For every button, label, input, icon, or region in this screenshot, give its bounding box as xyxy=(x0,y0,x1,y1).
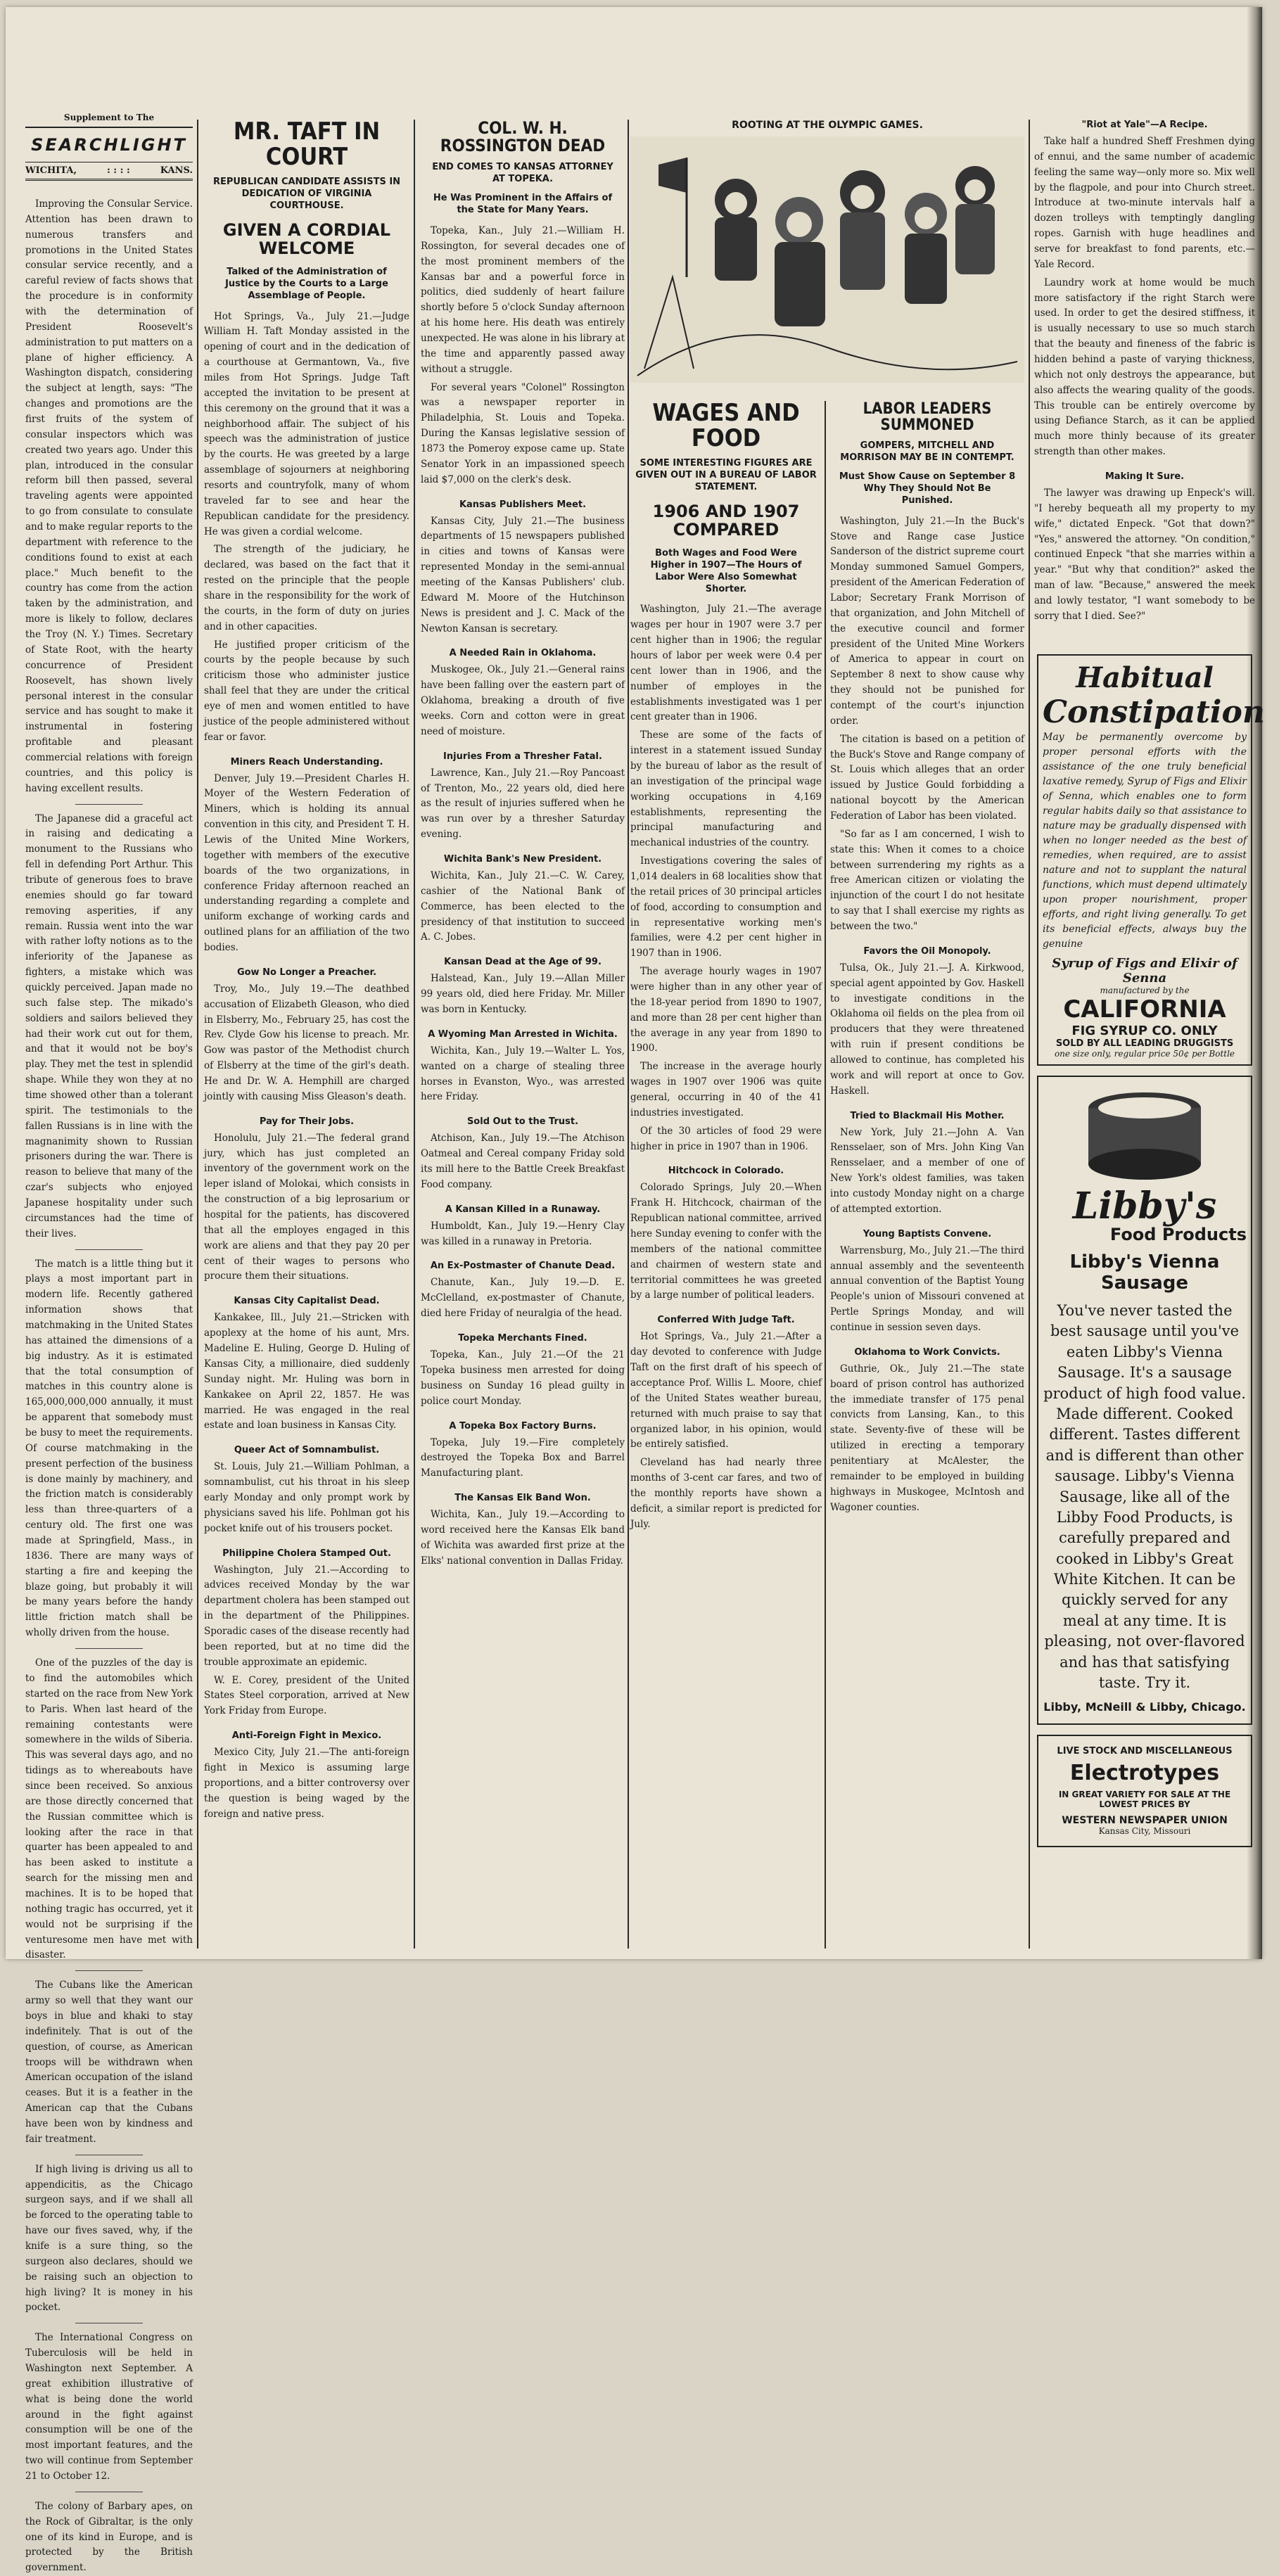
masthead-title: SEARCHLIGHT xyxy=(31,135,187,155)
article-consular: Improving the Consular Service. Attention has been drawn to numerous transfers and promotions in the United States consular service recently, and a careful review of facts shows that the procedure is in conformity with the determination of President Roosevelt's administration to put matters on a plane of higher efficiency. A Washington dispatch, considering the subject at length, says: "The changes and promotions are the first fruits of the system of consular inspectors which was created two years ago. Under this plan, introduced in the consular reform bill then passed, several traveling agents were appointed to go from consulate to consulate and to make regular reports to the department with reference to the conditions found to exist at each place." Much benefit to the country has come from the action taken by the administration, and more is likely to follow, declares the Troy (N. Y.) Times. Secretary of State Root, with the hearty concurrence of President Roosevelt, has shown lively personal interest in the consular service and has sought to make it instrumental in fostering profitable and pleasant commercial relations with foreign countries, and this policy is having excellent results. xyxy=(25,198,193,794)
column-rule xyxy=(197,120,198,1949)
cartoon-caption: ROOTING AT THE OLYMPIC GAMES. xyxy=(732,120,923,131)
column-5: LABOR LEADERS SUMMONED GOMPERS, MITCHELL AND MORRISON MAY BE IN CONTEMPT. Must Show Cause on September 8 Why They Should Not Be Punished. Washington, July 21.—In the Buck's Stove and Range case Justice Sanderson of the district supreme court Monday summoned Samuel Gompers, president of the American Federation of Labor; Secretary Frank Morrison of that organization, and John Mitchell of the executive council and former president of the United Mine Workers of America to appear in court on September 8 next to show cause why they should not be punished for contempt of the court's injunction order. The citation is based on a petition of the Buck's Stove and Range company of St. Louis which alleges that an order issued by Justice Gould forbidding a national boycott by the American Federation of Labor has been violated. "So far as I am concerned, I wish to state this: When it comes to a choice between surrendering my rights as a free American citizen or violating the injunction of the court I do not hesitate to say that I shall exercise my rights as between the two." Favors the Oil Monopoly. Tulsa, Ok., July 21.—J. A. Kirkwood, special agent appointed by Gov. Haskell to investigate conditions in the Oklahoma oil fields on the plea from oil producers that they were threatened with ruin if present conditions be allowed to continue, has completed his work and will report at once to Gov. Haskell. Tried to Blackmail His Mother. New York, July 21.—John A. Van Rensselaer, son of Mrs. John King Van Rensselaer, and a member of one of New York's oldest families, was taken into custody Monday night on a charge of attempted extortion. Young Baptists Convene. Warrensburg, Mo., July 21.—The third annual assembly and the seventeenth annual convention of the Baptist Young People's union of Missouri convened at Pertle Springs Monday, and will continue in session seven days. Oklahoma to Work Convicts. Guthrie, Ok., July 21.—The state board of prison control has authorized the immediate transfer of 175 penal convicts from Lansing, Kan., to this state. Seventy-five of these will be utilized in erecting a temporary penitentiary at McAlester, the remainder to be employed in building highways in Muskogee, McIntosh and Wagoner counties. xyxy=(830,400,1024,1513)
ad-syrup-of-figs: Habitual Constipation May be permanently overcome by proper personal efforts with the assistance of the one truly beneficial laxative remedy, Syrup of Figs and Elixir of Senna, which enables one to form regular habits daily so that assistance to nature may be gradually dispensed with when no longer needed as the best of remedies, when required, are to assist nature and not to supplant the natural functions, which must depend ultimately upon proper nourishment, proper efforts, and right living generally. To get its beneficial effects, always buy the genuine Syrup of Figs and Elixir of Senna manufactured by the CALIFORNIA FIG SYRUP CO. ONLY SOLD BY ALL LEADING DRUGGISTS one size only, regular price 50¢ per Bottle xyxy=(1037,654,1252,1066)
newspaper-page xyxy=(6,7,1265,2574)
column-rule xyxy=(825,401,826,1949)
libby-can-icon xyxy=(1074,1087,1215,1185)
article-living: If high living is driving us all to appendicitis, as the Chicago surgeon says, and if we shall all be forced to the operating table to have our fives saved, why, if the knife is a sure thing, so the surgeon also declares, should we be raising such an objection to high living? It is money in his pocket. xyxy=(25,2163,193,2314)
article-match: The match is a little thing but it plays a most important part in modern life. Recently gathered information shows that matchmaking in the United States has attained the dimensions of a big industry. As it is estimated that the total consumption of matches in this country alone is 165,000,000,000 annually, it must be apparent that somebody must be busy to meet the requirements. Of course matchmaking in the present perfection of the business is done mainly by machinery, and the friction match is considerably less than three-quarters of a century old. The first one was made at Springfield, Mass., in 1836. There are many ways of starting a fire and keeping the blaze going, but probably it will be many years before the handy little friction match shall be wholly driven from the house. xyxy=(25,1258,193,1639)
headline-labor: LABOR LEADERS SUMMONED xyxy=(863,400,992,435)
masthead xyxy=(25,113,193,181)
column-4: WAGES AND FOOD SOME INTERESTING FIGURES ARE GIVEN OUT IN A BUREAU OF LABOR STATEMENT. 1906 AND 1907 COMPARED Both Wages and Food Were Higher in 1907—The Hours of Labor Were Also Somewhat Shorter. Washington, July 21.—The average wages per hour in 1907 were 3.7 per cent higher than in 1906; the regular hours of labor per week were 0.4 per cent lower than in 1906, and the number of employes in the establishments investigated was 1 per cent greater than in 1906. These are some of the facts of interest in a statement issued Sunday by the bureau of labor as the result of an investigation of the principal wage working occupations in 4,169 establishments, representing the principal manufacturing and mechanical industries of the country. Investigations covering the sales of 1,014 dealers in 68 localities show that the retail prices of 30 principal articles of food, according to consumption and in representative working men's families, were 4.2 per cent higher in 1907 than in 1906. The average hourly wages in 1907 were higher than in any other year of the 18-year period from 1890 to 1907, and more than 28 per cent higher than the average in any year from 1890 to 1900. The increase in the average hourly wages in 1907 over 1906 was quite general, occurring in 40 of the 41 industries investigated. Of the 30 articles of food 29 were higher in price in 1907 than in 1906. Hitchcock in Colorado. Colorado Springs, July 20.—When Frank H. Hitchcock, chairman of the Republican national committee, arrived here Sunday evening to confer with the members of the national committee and chairmen of western state and territorial committees he was greeted by a large number of political leaders. Conferred With Judge Taft. Hot Springs, Va., July 21.—After a day devoted to conference with Judge Taft on the first draft of his speech of acceptance Prof. Willis L. Moore, chief of the United States weather bureau, returned with much praise to say that organized labor, in his opinion, would be entirely satisfied. Cleveland has had nearly three months of 3-cent car fares, and two of the monthly reports have shown a deficit, a similar report is predicted for July. xyxy=(630,399,822,1530)
advertisements xyxy=(1034,654,1265,1952)
article-cubans: The Cubans like the American army so well that they want our boys in blue and khaki to stay indefinitely. That is out of the question, of course, as American troops will be withdrawn when American occupation of the island ceases. But it is a feather in the American cap that the Cubans have been won by kindness and fair treatment. xyxy=(25,1979,193,2145)
column-6: "Riot at Yale"—A Recipe. Take half a hundred Sheff Freshmen dying of ennui, and the same number of academic feeling the same way—only more so. Mix well by the flagpole, and pour into Church street. Introduce at two-minute intervals half a dozen trolleys with temptingly dangling ropes. Garnish with huge headlines and serve for breakfast to fond parents, etc.—Yale Record. Laundry work at home would be much more satisfactory if the right Starch were used. In order to get the desired stiffness, it is usually necessary to use so much starch that the beauty and fineness of the fabric is hidden behind a paste of varying thickness, which not only destroys the appearance, but also affects the wearing quality of the goods. This trouble can be entirely overcome by using Defiance Starch, as it can be applied much more thinly because of its greater strength than other makes. Making It Sure. The lawyer was drawing up Enpeck's will. "I hereby bequeath all my property to my wife," dictated Enpeck. "Got that down?" "Yes," answered the attorney. "On condition," continued Enpeck "that she marries within a year." "But why that condition?" asked the man of law. "Because," answered the meek and lowly testator, "I want somebody to be sorry that I died. See?" xyxy=(1034,120,1255,622)
masthead-supplement: Supplement to The xyxy=(25,113,193,128)
ad-libby: Libby's Food Products Libby's Vienna Sausage You've never tasted the best sausage until you've eaten Libby's Vienna Sausage. It's a sausage product of high food value. Made different. Cooked different. Tastes different and is different than other sausage. Libby's Vienna Sausage, like all of the Libby Food Products, is carefully prepared and cooked in Libby's Great White Kitchen. It can be quickly served for any meal at any time. It is pleasing, not over-flavored and has that satisfying taste. Try it. Libby, McNeill & Libby, Chicago. xyxy=(1037,1076,1252,1725)
column-rule xyxy=(628,120,629,1949)
article-automobiles: One of the puzzles of the day is to find the automobiles which started on the race from New York to Paris. When last heard of the remaining contestants were somewhere in the wilds of Siberia. This was several days ago, and no tidings as to whereabouts have since been received. So anxious are those directly concerned that the Russian committee which is looking after the race in that quarter has been appealed to and has been asked to institute a search for the missing men and machines. It is to be hoped that nothing tragic has occurred, yet it would not be surprising if the venturesome men have met with disaster. xyxy=(25,1657,193,1961)
headline-rossington: COL. W. H. ROSSINGTON DEAD xyxy=(440,118,606,156)
column-1 xyxy=(25,197,193,2574)
column-3: COL. W. H. ROSSINGTON DEAD END COMES TO KANSAS ATTORNEY AT TOPEKA. He Was Prominent in the Affairs of the State for Many Years. Topeka, Kan., July 21.—William H. Rossington, for several decades one of the most prominent members of the Kansas bar and a powerful force in politics, died suddenly of heart failure shortly before 5 o'clock Sunday afternoon at his home here. His death was entirely unexpected. He was alone in his library at the time and apparently passed away without a struggle. For several years "Colonel" Rossington was a newspaper reporter in Philadelphia, St. Louis and Topeka. During the Kansas legislative session of 1873 the Pomeroy expose came up. State Senator York in an impassioned speech laid $7,000 on the clerk's desk. Kansas Publishers Meet. Kansas City, July 21.—The business departments of 15 newspapers published in cities and towns of Kansas were represented Monday in the semi-annual meeting of the Kansas Publishers' club. Edward M. Moore of the Hutchinson News is president and J. C. Mack of the Newton Kansan is secretary. A Needed Rain in Oklahoma. Muskogee, Ok., July 21.—General rains have been falling over the eastern part of Oklahoma, breaking a drouth of five weeks. Corn and cotton were in great need of moisture. Injuries From a Thresher Fatal. Lawrence, Kan., July 21.—Roy Pancoast of Trenton, Mo., 22 years old, died here as the result of injuries suffered when he was run over by a thresher Saturday evening. Wichita Bank's New President. Wichita, Kan., July 21.—C. W. Carey, cashier of the National Bank of Commerce, has been elected to the presidency of that institution to succeed A. C. Jobes. Kansan Dead at the Age of 99. Halstead, Kan., July 19.—Allan Miller 99 years old, died here Friday. Mr. Miller was born in Kentucky. A Wyoming Man Arrested in Wichita. Wichita, Kan., July 19.—Walter L. Yos, wanted on a charge of stealing three horses in Evanston, Wyo., was arrested here Friday. Sold Out to the Trust. Atchison, Kan., July 19.—The Atchison Oatmeal and Cereal company Friday sold its mill here to the Battle Creek Breakfast Food company. A Kansan Killed in a Runaway. Humboldt, Kan., July 19.—Henry Clay was killed in a runaway in Pretoria. An Ex-Postmaster of Chanute Dead. Chanute, Kan., July 19.—D. E. McClelland, ex-postmaster of Chanute, died here Friday of neuralgia of the head. Topeka Merchants Fined. Topeka, Kan., July 21.—Of the 21 Topeka business men arrested for doing business on Sunday 16 plead guilty in police court Monday. A Topeka Box Factory Burns. Topeka, July 19.—Fire completely destroyed the Topeka Box and Barrel Manufacturing plant. The Kansas Elk Band Won. Wichita, Kan., July 19.—According to word received here the Kansas Elk band of Wichita was awarded first prize at the Elks' national convention in Dallas Friday. xyxy=(421,118,625,1567)
headline-taft: MR. TAFT IN COURT xyxy=(233,117,381,171)
article-japanese: The Japanese did a graceful act in raising and dedicating a monument to the Russians who fell in defending Port Arthur. This tribute of generous foes to brave enemies should go far toward removing asperities, if any remain. Russia went into the war with rather lofty notions as to the inferiority of the Japanese as fighters, a mistake which was quickly perceived. Japan made no such false step. The mikado's soldiers and sailors believed they had their work cut out for them, and that it would not be boy's play. They met the test in splendid shape. While they won they at no time showed other than a tolerant spirit. The testimonials to the fallen Russians is in line with the magnanimity shown to Russian prisoners during the war. There is reason to believe that many of the czar's subjects who enjoyed Japanese hospitality under such circumstances had the time of their lives. xyxy=(25,812,193,1239)
column-rule xyxy=(414,120,415,1949)
cartoon-illustration xyxy=(630,136,1024,383)
column-2: MR. TAFT IN COURT REPUBLICAN CANDIDATE ASSISTS IN DEDICATION OF VIRGINIA COURTHOUSE. GIVEN A CORDIAL WELCOME Talked of the Administration of Justice by the Courts to a Large Assemblage of People. Hot Springs, Va., July 21.—Judge William H. Taft Monday assisted in the opening of court and in the dedication of a courthouse at Germantown, Va., five miles from Hot Springs. Judge Taft accepted the invitation to be present at this ceremony on the ground that it was a neighborhood affair. The subject of his speech was the administration of justice by the courts. He was greeted by a large assemblage of sojourners at neighboring resorts and countryfolk, many of whom traveled far to see and hear the Republican candidate for the presidency. He was given a cordial welcome. The strength of the judiciary, he declared, was based on the fact that it rested on the principle that the people share in the responsibility for the work of the courts, in the form of duty on juries and in other capacities. He justified proper criticism of the courts by the people because by such criticism those who administer justice shall feel that they are under the critical eye of men and women entitled to have justice of the people administered without fear or favor. Miners Reach Understanding. Denver, July 19.—President Charles H. Moyer of the Western Federation of Miners, which is holding its annual convention in this city, and President T. H. Lewis of the United Mine Workers, together with members of the executive boards of the two organizations, in conference Friday afternoon reached an understanding regarding a complete and uniform exchange of working cards and outlined plans for an affiliation of the two bodies. Gow No Longer a Preacher. Troy, Mo., July 19.—The deathbed accusation of Elizabeth Gleason, who died in Elsberry, Mo., February 25, has cost the Rev. Clyde Gow his license to preach. Mr. Gow was pastor of the Methodist church of Elsberry at the time of the girl's death. He and Dr. W. A. Hemphill are charged jointly with causing Miss Gleason's death. Pay for Their Jobs. Honolulu, July 21.—The federal grand jury, which has just completed an inventory of the government work on the leper island of Molokai, which consists in the construction of a big leprosarium or hospital for the patients, has discovered that all the employes engaged in this work are aliens and that they pay 20 per cent of their wages to persons who procure them their situations. Kansas City Capitalist Dead. Kankakee, Ill., July 21.—Stricken with apoplexy at the home of his aunt, Mrs. Madeline E. Huling, George D. Huling of Kansas City, a millionaire, died suddenly Sunday night. Mr. Huling was born in Kankakee on April 22, 1857. He was married. He was engaged in the real estate and loan business in Kansas City. Queer Act of Somnambulist. St. Louis, July 21.—William Pohlman, a somnambulist, cut his throat in his sleep early Monday and only prompt work by physicians saved his life. Pohlman got his pocket knife out of his trousers pocket. Philippine Cholera Stamped Out. Washington, July 21.—According to advices received Monday by the war department cholera has been stamped out in the department of the Philippines. Sporadic cases of the disease recently had been reported, but at no time did the trouble approximate an epidemic. W. E. Corey, president of the United States Steel corporation, arrived at New York Friday from Europe. Anti-Foreign Fight in Mexico. Mexico City, July 21.—The anti-foreign fight in Mexico is assuming large proportions, and a bitter controversy over the question is being waged by the foreign and native press. xyxy=(204,117,409,1820)
headline-wages: WAGES AND FOOD xyxy=(652,399,800,452)
article-apes: The colony of Barbary apes, on the Rock of Gibraltar, is the only one of its kind in Europe, and is protected by the British government. xyxy=(25,2500,193,2574)
ad-electrotypes: LIVE STOCK AND MISCELLANEOUS Electrotypes IN GREAT VARIETY FOR SALE AT THE LOWEST PRICES BY WESTERN NEWSPAPER UNION Kansas City, Missouri xyxy=(1037,1735,1252,1847)
column-rule xyxy=(1029,120,1030,1949)
cartoon-olympic xyxy=(630,120,1024,387)
article-tuberculosis: The International Congress on Tuberculosis will be held in Washington next September. A great exhibition illustrative of what is being done the world around in the fight against consumption will be one of the most important features, and the two will continue from September 21 to October 12. xyxy=(25,2332,193,2482)
masthead-place: WICHITA, : : : : KANS. xyxy=(25,162,193,181)
